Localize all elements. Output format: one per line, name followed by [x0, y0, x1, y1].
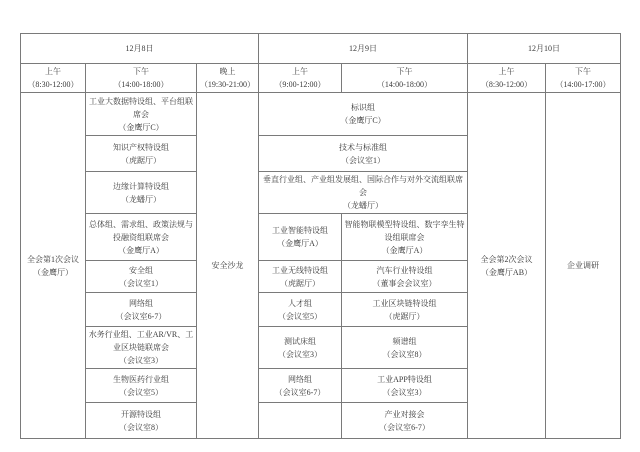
cell-dec8-pm-opensource: [86, 403, 197, 439]
cell-dec9-tech-standard-group: [259, 136, 468, 172]
date-header-dec9: [259, 34, 468, 64]
cell-dec8-pm-network-group: [86, 293, 197, 327]
time-header-dec10-pm: [546, 64, 621, 93]
session-title: 工业APP特设组: [377, 374, 432, 384]
date-label: 12月10日: [528, 44, 560, 53]
cell-dec9-vertical-industry-joint: [259, 172, 468, 214]
date-label: 12月9日: [349, 44, 377, 53]
time-header-dec9-pm: [342, 64, 468, 93]
date-header-dec8: [21, 34, 259, 64]
session-venue: （金鹰厅A）: [118, 245, 164, 255]
session-venue: （会议室5）: [119, 387, 163, 397]
cell-dec8-pm-bigdata-platform: [86, 93, 197, 136]
session-title: 知识产权特设组: [113, 142, 169, 152]
session-title: 工业区块链特设组: [372, 298, 437, 308]
cell-dec9-am-empty: [259, 403, 342, 439]
time-label: （19:30-21:00）: [199, 80, 256, 89]
session-title: 技术与标准组: [339, 142, 387, 152]
session-title: 垂直行业组、产业组发展组、国际合作与对外交流组联席会: [263, 175, 463, 197]
cell-dec9-pm-blockchain: [342, 293, 468, 327]
session-venue: （会议室6-7）: [274, 387, 326, 397]
session-title: 测试床组: [284, 336, 316, 346]
session-title: 产业对接会: [384, 409, 425, 419]
period-label: 下午: [133, 67, 149, 76]
session-venue: （会议室3）: [278, 349, 322, 359]
cell-dec8-am-plenary1: [21, 93, 86, 439]
date-header-dec10: [468, 34, 621, 64]
period-label: 上午: [498, 67, 515, 76]
session-venue: （虎踞厅）: [121, 155, 161, 165]
cell-dec8-pm-biomedicine: [86, 369, 197, 403]
cell-dec8-pm-edge-computing: [86, 172, 197, 214]
session-title: 人才组: [288, 298, 312, 308]
period-label: 晚上: [219, 67, 236, 76]
session-venue: （金鹰厅C）: [118, 122, 164, 132]
cell-dec10-pm-company-visit: [546, 93, 621, 439]
session-title: 标识组: [351, 103, 375, 112]
cell-dec9-identifier-group: [259, 93, 468, 136]
session-title: 企业调研: [567, 261, 599, 270]
session-title: 网络组: [129, 298, 153, 308]
cell-dec9-pm-aiot-digital-twin: [342, 214, 468, 261]
session-title: 工业大数据特设组、平台组联席会: [89, 96, 193, 119]
cell-dec9-am-network-group: [259, 369, 342, 403]
time-label: （14:00-17:00）: [555, 80, 611, 89]
session-venue: （金鹰厅）: [33, 267, 73, 277]
session-venue: （金鹰厅A）: [381, 245, 428, 255]
time-label: （14:00-18:00）: [113, 80, 169, 89]
session-title: 水务行业组、工业AR/VR、工业区块链联席会: [88, 330, 194, 352]
schedule-table: [20, 33, 621, 439]
session-venue: （会议室6-7）: [379, 422, 430, 432]
cell-dec8-pm-security-group: [86, 261, 197, 293]
cell-dec9-am-industrial-ai: [259, 214, 342, 261]
period-label: 上午: [45, 67, 61, 76]
session-title: 工业无线特设组: [272, 265, 328, 275]
date-header-row: [21, 34, 621, 64]
body-row-1: [21, 93, 621, 136]
session-title: 全会第2次会议: [480, 254, 533, 264]
date-label: 12月8日: [125, 44, 154, 53]
cell-dec9-pm-industry-matchmaking: [342, 403, 468, 439]
session-venue: （会议室8）: [119, 422, 163, 432]
session-venue: （会议室6-7）: [115, 311, 167, 321]
session-title: 总体组、需求组、政策法规与投融资组联席会: [89, 219, 193, 242]
time-header-row: [21, 64, 621, 93]
session-venue: （金鹰厅AB）: [480, 267, 533, 277]
cell-dec8-evening-security-salon: [197, 93, 259, 439]
period-label: 上午: [292, 67, 308, 76]
schedule-sheet: [20, 33, 621, 439]
session-venue: （虎踞厅）: [384, 311, 425, 321]
session-venue: （虎踞厅）: [280, 278, 320, 288]
session-title: 安全沙龙: [211, 261, 244, 270]
cell-dec9-am-testbed-group: [259, 327, 342, 369]
cell-dec8-pm-general-joint: [86, 214, 197, 261]
period-label: 下午: [396, 67, 413, 76]
session-title: 生物医药行业组: [113, 374, 169, 384]
session-venue: （会议室5）: [278, 311, 322, 321]
session-title: 频谱组: [392, 336, 417, 346]
time-header-dec9-am: [259, 64, 342, 93]
cell-dec9-pm-automotive: [342, 261, 468, 293]
cell-dec8-pm-water-arvr-joint: [86, 327, 197, 369]
time-label: （8:30-12:00）: [27, 80, 79, 89]
session-venue: （会议室1）: [341, 155, 385, 165]
session-title: 汽车行业特设组: [376, 265, 433, 275]
session-venue: （会议室3）: [382, 387, 427, 397]
session-venue: （金鹰厅A）: [277, 239, 323, 248]
session-title: 安全组: [129, 265, 153, 275]
session-venue: （龙蟠厅）: [121, 194, 161, 204]
period-label: 下午: [575, 67, 591, 76]
cell-dec8-pm-ip-group: [86, 136, 197, 172]
time-label: （8:30-12:00）: [480, 80, 533, 89]
time-header-dec10-am: [468, 64, 546, 93]
session-title: 网络组: [288, 374, 312, 384]
session-title: 全会第1次会议: [27, 254, 79, 264]
session-title: 边缘计算特设组: [113, 181, 169, 191]
time-label: （14:00-18:00）: [376, 80, 433, 89]
time-header-dec8-evening: [197, 64, 259, 93]
session-venue: （会议室3）: [119, 356, 163, 365]
time-header-dec8-am: [21, 64, 86, 93]
session-venue: （董事会会议室）: [372, 278, 437, 288]
cell-dec9-am-talent-group: [259, 293, 342, 327]
cell-dec10-am-plenary2: [468, 93, 546, 439]
cell-dec9-pm-spectrum-group: [342, 327, 468, 369]
session-venue: （金鹰厅C）: [340, 116, 386, 125]
session-title: 智能物联模型特设组、数字孪生特设组联席会: [344, 219, 465, 242]
time-header-dec8-pm: [86, 64, 197, 93]
session-venue: （会议室8）: [382, 349, 427, 359]
time-label: （9:00-12:00）: [274, 80, 326, 89]
session-title: 工业智能特设组: [272, 226, 328, 235]
session-venue: （会议室1）: [119, 278, 163, 288]
session-venue: （龙蟠厅）: [343, 201, 383, 210]
cell-dec9-pm-industrial-app: [342, 369, 468, 403]
session-title: 开源特设组: [121, 409, 161, 419]
cell-dec9-am-industrial-wireless: [259, 261, 342, 293]
